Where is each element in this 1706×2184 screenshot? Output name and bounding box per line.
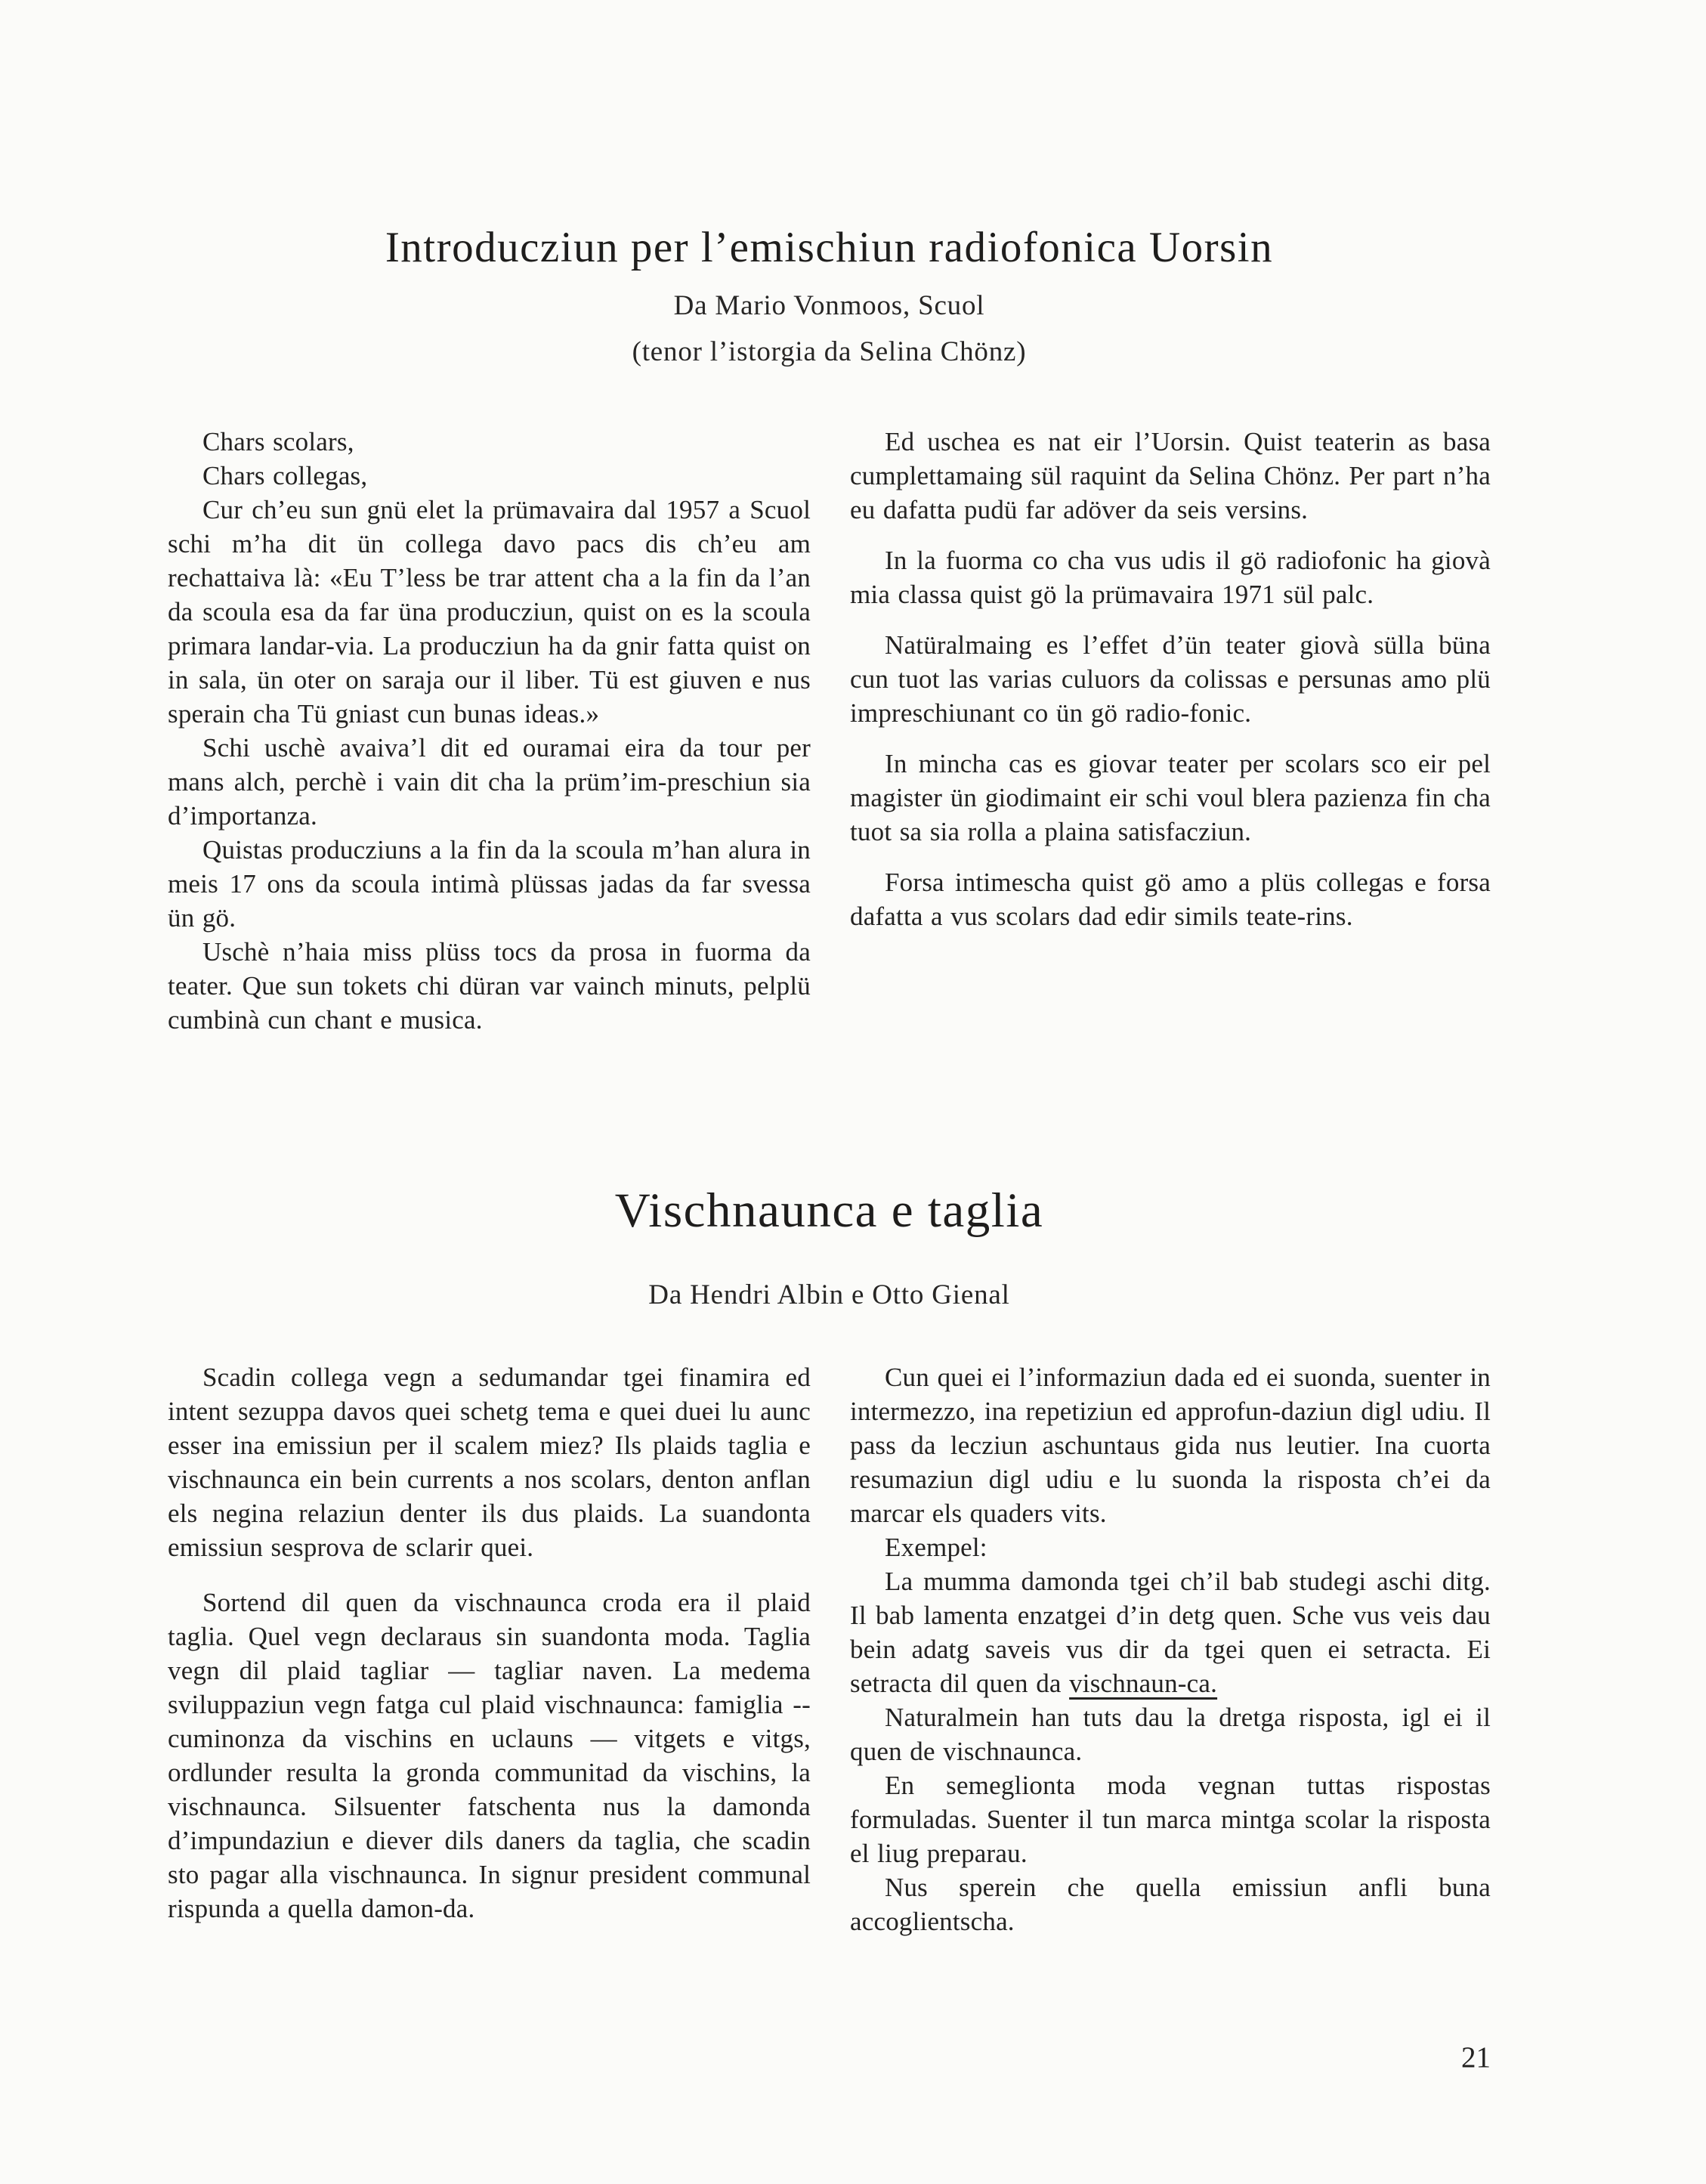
article1-byline: Da Mario Vonmoos, Scuol bbox=[673, 290, 985, 321]
paragraph: En semeglionta moda vegnan tuttas rispostas formuladas. Suenter il tun marca mintga scolar la risposta el liug preparau. bbox=[850, 1771, 1491, 1868]
paragraph: Sortend dil quen da vischnaunca croda era il plaid taglia. Quel vegn declaraus sin suandonta moda. Taglia vegn dil plaid tagliar — tagliar naven. La medema sviluppaziun vegn fatga cul plaid vischnaunca: famiglia -- cuminonza da vischins en uclauns — vitgets e vitgs, ordlunder resulta la gronda communitad da vischins, la vischnaunca. Silsuenter fatschenta nus la damonda d’impundaziun e diever dils daners da taglia, che scadin sto pagar alla vischnaunca. In signur president communal rispunda a quella damon-da. bbox=[168, 1588, 811, 1923]
paragraph: Ed uschea es nat eir l’Uorsin. Quist teaterin as basa cumplettamaing sül raquint da Selina Chönz. Per part n’ha eu dafatta pudü far adöver da seis versins. bbox=[850, 427, 1491, 524]
paragraph bbox=[850, 1564, 1491, 1700]
article1-note: (tenor l’istorgia da Selina Chönz) bbox=[632, 336, 1027, 367]
article2-byline: Da Hendri Albin e Otto Gienal bbox=[648, 1279, 1010, 1310]
paragraph: In la fuorma co cha vus udis il gö radiofonic ha giovà mia classa quist gö la prümavaira 1971 sül palc. bbox=[850, 546, 1491, 609]
article2-left-column bbox=[168, 1360, 811, 1926]
text-segment: La mumma damonda tgei ch’il bab studegi aschi ditg. Il bab lamenta enzatgei d’in detg quen. Sche vus veis dau bein adatg saveis vus dir da tgei quen ei setracta. Ei setracta dil quen da bbox=[850, 1567, 1491, 1698]
article2-right-column bbox=[850, 1360, 1491, 1938]
paragraph: Cur ch’eu sun gnü elet la prümavaira dal 1957 a Scuol schi m’ha dit ün collega davo pacs dis ch’eu am rechattaiva là: «Eu T’less be trar attent cha a la fin da l’an da scoula esa da far üna producziun, quist on es la scoula primara landar-via. La producziun ha da gnir fatta quist on in sala, ün oter on saraja our il liber. Tü est giuven e nus sperain cha Tü gniast cun bunas ideas.» bbox=[168, 495, 811, 729]
paragraph: Naturalmein han tuts dau la dretga risposta, igl ei il quen de vischnaunca. bbox=[850, 1703, 1491, 1766]
paragraph: Chars scolars, bbox=[202, 427, 354, 456]
paragraph: Natüralmaing es l’effet d’ün teater giovà sülla büna cun tuot las varias culuors da colissas e persunas amo plü impreschiunant co ün gö radio-fonic. bbox=[850, 630, 1491, 728]
paragraph: Chars collegas, bbox=[202, 461, 368, 490]
paragraph: Forsa intimescha quist gö amo a plüs collegas e forsa dafatta a vus scolars dad edir simils teate-rins. bbox=[850, 868, 1491, 931]
paragraph: Scadin collega vegn a sedumandar tgei finamira ed intent sezuppa davos quei schetg tema e quei duei lu aunc esser ina emissiun per il scalem miez? Ils plaids taglia e vischnaunca ein bein currents a nos scolars, denton anflan els negina relaziun denter ils dus plaids. La suandonta emissiun sesprova de sclarir quei. bbox=[168, 1363, 811, 1562]
underlined-text: vischnaun-ca. bbox=[1069, 1669, 1218, 1698]
article2-title: Vischnaunca e taglia bbox=[614, 1183, 1044, 1238]
paragraph: In mincha cas es giovar teater per scolars sco eir pel magister ün giodimaint eir schi voul blera pazienza fin cha tuot sa sia rolla a plaina satisfacziun. bbox=[850, 749, 1491, 846]
paragraph: Cun quei ei l’informaziun dada ed ei suonda, suenter in intermezzo, ina repetiziun ed approfun-daziun digl udiu. Il pass da lecziun aschuntaus gida nus leutier. Ina cuorta resumaziun digl udiu e lu suonda la risposta ch’ei da marcar els quaders vits. bbox=[850, 1363, 1491, 1528]
paragraph: Quistas producziuns a la fin da la scoula m’han alura in meis 17 ons da scoula intimà plüssas jadas da far svessa ün gö. bbox=[168, 835, 811, 933]
article1-right-column bbox=[850, 425, 1491, 933]
paragraph: Uschè n’haia miss plüss tocs da prosa in fuorma da teater. Que sun tokets chi düran var vainch minuts, pelplü cumbinà cun chant e musica. bbox=[168, 937, 811, 1035]
paragraph: Exempel: bbox=[885, 1533, 987, 1562]
article1-title: Introducziun per l’emischiun radiofonica Uorsin bbox=[385, 224, 1274, 271]
article1-left-column bbox=[168, 425, 811, 1037]
page-number: 21 bbox=[1461, 2041, 1491, 2074]
paragraph: Nus sperein che quella emissiun anfli buna accoglientscha. bbox=[850, 1873, 1491, 1936]
paragraph: Schi uschè avaiva’l dit ed ouramai eira da tour per mans alch, perchè i vain dit cha la prüm’im-preschiun sia d’importanza. bbox=[168, 733, 811, 831]
